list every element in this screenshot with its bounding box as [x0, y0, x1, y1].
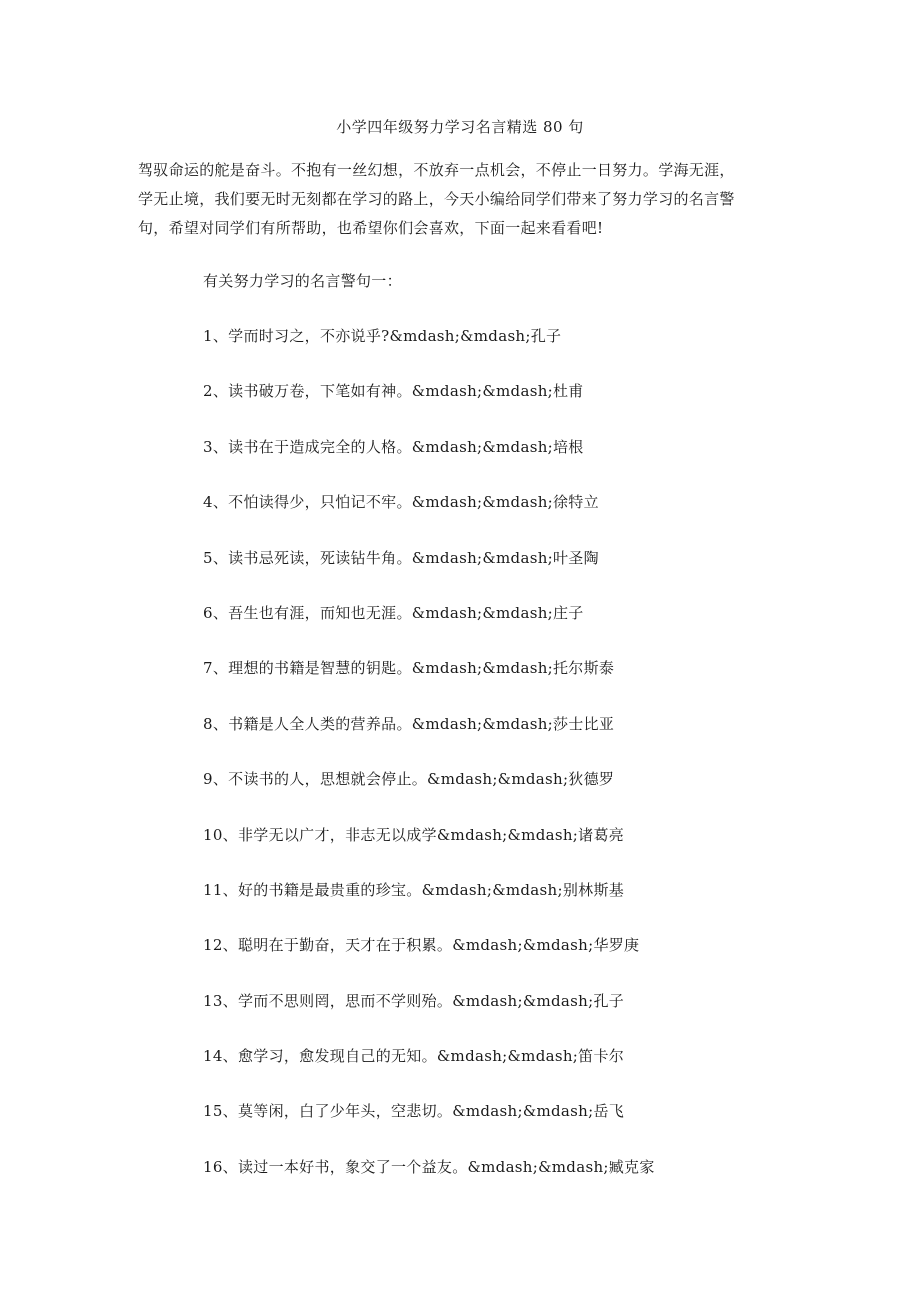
quote-item: 10、非学无以广才，非志无以成学&mdash;&mdash;诸葛亮 — [203, 825, 625, 844]
intro-paragraph — [138, 156, 778, 243]
quote-item: 14、愈学习，愈发现自己的无知。&mdash;&mdash;笛卡尔 — [203, 1047, 625, 1066]
intro-line: 句，希望对同学们有所帮助，也希望你们会喜欢，下面一起来看看吧! — [138, 219, 604, 237]
intro-line: 驾驭命运的舵是奋斗。不抱有一丝幻想，不放弃一点机会，不停止一日努力。学海无涯， — [138, 161, 735, 179]
quote-item: 12、聪明在于勤奋，天才在于积累。&mdash;&mdash;华罗庚 — [203, 936, 640, 955]
quote-item: 16、读过一本好书，象交了一个益友。&mdash;&mdash;臧克家 — [203, 1157, 655, 1176]
quote-item: 3、读书在于造成完全的人格。&mdash;&mdash;培根 — [203, 437, 584, 456]
section-heading: 有关努力学习的名言警句一： — [203, 272, 402, 290]
quote-item: 15、莫等闲，白了少年头，空悲切。&mdash;&mdash;岳飞 — [203, 1102, 625, 1121]
quote-item: 5、读书忌死读，死读钻牛角。&mdash;&mdash;叶圣陶 — [203, 548, 599, 567]
page-title: 小学四年级努力学习名言精选 80 句 — [336, 118, 584, 136]
quote-item: 4、不怕读得少，只怕记不牢。&mdash;&mdash;徐特立 — [203, 493, 599, 512]
intro-line: 学无止境，我们要无时无刻都在学习的路上，今天小编给同学们带来了努力学习的名言警 — [138, 190, 735, 208]
quote-item: 1、学而时习之，不亦说乎?&mdash;&mdash;孔子 — [203, 327, 562, 345]
quote-list — [203, 325, 655, 1211]
quote-item: 7、理想的书籍是智慧的钥匙。&mdash;&mdash;托尔斯泰 — [203, 659, 615, 678]
quote-item: 6、吾生也有涯，而知也无涯。&mdash;&mdash;庄子 — [203, 603, 584, 622]
quote-item: 2、读书破万卷，下笔如有神。&mdash;&mdash;杜甫 — [203, 382, 584, 401]
quote-item: 8、书籍是人全人类的营养品。&mdash;&mdash;莎士比亚 — [203, 714, 615, 733]
quote-item: 9、不读书的人，思想就会停止。&mdash;&mdash;狄德罗 — [203, 770, 615, 789]
quote-item: 13、学而不思则罔，思而不学则殆。&mdash;&mdash;孔子 — [203, 991, 625, 1010]
quote-item: 11、好的书籍是最贵重的珍宝。&mdash;&mdash;别林斯基 — [203, 880, 625, 899]
